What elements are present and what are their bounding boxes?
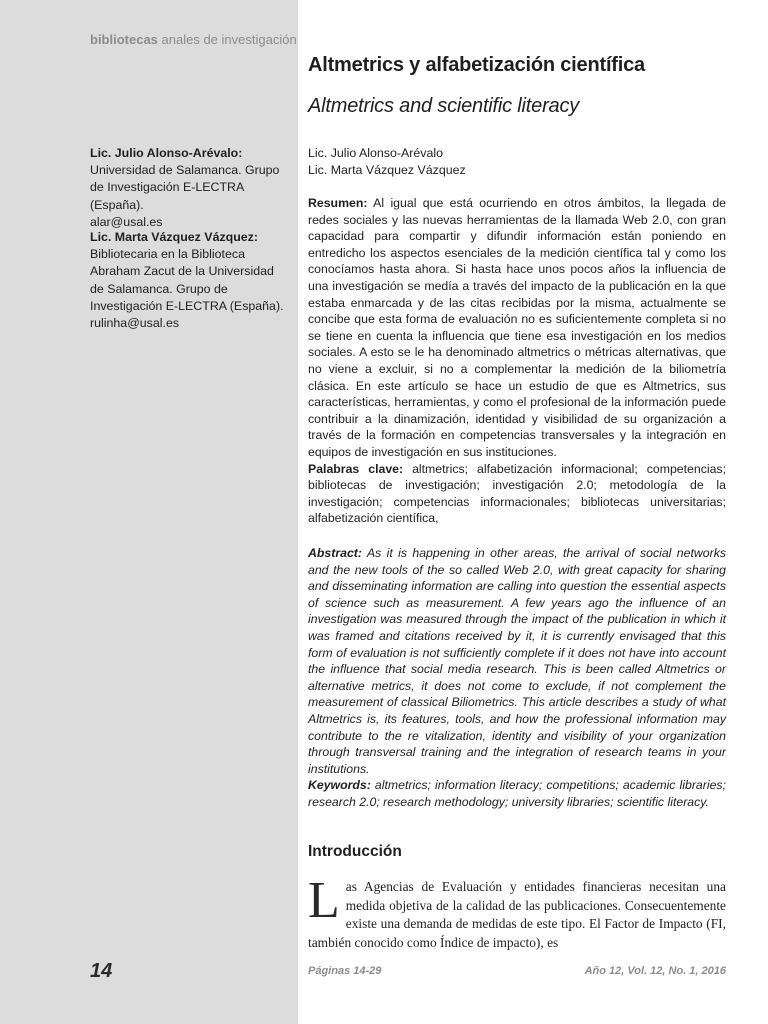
resumen-section (308, 195, 726, 527)
palabras-clave-paragraph (308, 461, 726, 527)
article-title-spanish: Altmetrics y alfabetización científica (308, 54, 645, 76)
author2-email[interactable]: rulinha@usal.es (90, 316, 180, 331)
keywords-paragraph (308, 777, 726, 810)
resumen-label: Resumen: (308, 196, 368, 210)
footer-pages: Páginas 14-29 (308, 965, 382, 977)
author-2: Lic. Marta Vázquez Vázquez (308, 163, 466, 178)
page-number: 14 (90, 960, 113, 982)
journal-name-bold: bibliotecas (90, 32, 158, 47)
author2-affiliation: Bibliotecaria en la Biblioteca Abraham Zacut de la Universidad de Salamanca. Grupo de Investigación E-LECTRA (España). (90, 247, 284, 313)
journal-name-rest: anales de investigación (157, 32, 297, 47)
article-title-english: Altmetrics and scientific literacy (308, 95, 580, 117)
palabras-clave-text: altmetrics; alfabetización informacional; competencias; bibliotecas de investigación; investigación 2.0; metodología de la investigación; competencias informacionales; bibliotecas universitarias; alfabetización científica, (308, 461, 726, 526)
abstract-section (308, 545, 726, 811)
footer-issue: Año 12, Vol. 12, No. 1, 2016 (584, 965, 726, 977)
abstract-paragraph (308, 545, 726, 777)
author1-name: Lic. Julio Alonso-Arévalo: (90, 146, 243, 160)
keywords-text: altmetrics; information literacy; competitions; academic libraries; research 2.0; research methodology; university libraries; scientific literacy. (308, 778, 726, 809)
palabras-clave-label: Palabras clave: (308, 461, 404, 476)
keywords-label: Keywords: (308, 778, 371, 793)
introduction-body (308, 872, 726, 952)
author-affiliation-1 (90, 145, 288, 231)
author-1: Lic. Julio Alonso-Arévalo (308, 146, 443, 160)
journal-header (90, 32, 297, 47)
abstract-text: As it is happening in other areas, the arrival of social networks and the new tools of the so called Web 2.0, with great capacity for sharing and disseminating information are calling into question the essential aspects of science such as measurement. A few years ago the influence of an investigation was measured through the impact of the publication in which it was framed and citations received by it, it is currently envisaged that this form of evaluation is not sufficiently complete if it does not have into account the influence that social media research. This is been called Altmetrics or alternative metrics, it does not come to exclude, if not complement the measurement of classical Biliometrics. This article describes a study of what Altmetrics is, its features, tools, and how the professional information may contribute to the re vitalization, identity and visibility of your organization through transversal training and the integration of research teams in your institutions. (308, 546, 726, 776)
author2-name: Lic. Marta Vázquez Vázquez: (90, 230, 258, 244)
abstract-label: Abstract: (308, 546, 362, 560)
author1-affiliation: Universidad de Salamanca. Grupo de Investigación E-LECTRA (España). (90, 163, 280, 212)
introduction-text: as Agencias de Evaluación y entidades financieras necesitan una medida objetiva de la calidad de las publicaciones. Consecuentemente existe una demanda de medidas de este tipo. El Factor de Impacto (FI, también conocido como Índice de impacto), es (308, 879, 726, 950)
resumen-text: Al igual que está ocurriendo en otros ámbitos, la llegada de redes sociales y las nuevas herramientas de la llamada Web 2.0, con gran capacidad para compartir y difundir información están poniendo en entredicho los aspectos esenciales de la medición científica tal y como los conocíamos hasta ahora. Si hasta hace unos pocos años la influencia de una investigación se medía a través del impacto de la publicación en la que estaba enmarcada y de las citas recibidas por la misma, actualmente se concibe que esta forma de evaluación no es suficientemente completa si no se tiene en cuenta la influencia que tiene esa investigación en los medios sociales. A esto se le ha denominado altmetrics o métricas alternativas, que no viene a excluir, si no a complementar la medición de la biliometría clásica. En este artículo se hace un estudio de que es Altmetrics, sus características, herramientas, y como el profesional de la información puede contribuir a la dinamización, identidad y visibilidad de su organización a través de la formación en competencias transversales y la integración en equipos de investigación en sus instituciones. (308, 196, 726, 459)
section-heading-introduccion: Introducción (308, 843, 402, 860)
author-affiliation-2 (90, 229, 288, 332)
drop-cap: L (308, 872, 340, 929)
author-list (308, 145, 466, 179)
resumen-paragraph (308, 195, 726, 461)
author1-email[interactable]: alar@usal.es (90, 214, 163, 229)
